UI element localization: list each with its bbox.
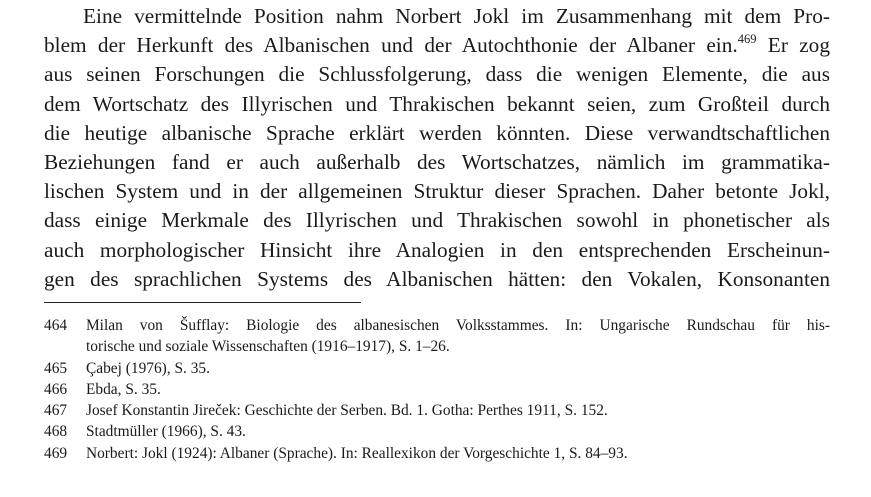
body-line: dass einige Merkmale des Illyrischen und Thrakischen sowohl in phonetischer als [44,208,830,233]
footnote-item [44,443,830,464]
body-line: aus seinen Forschungen die Schlussfolgerung, dass die wenigen Elemente, die aus [44,62,830,87]
body-line: Eine vermittelnde Position nahm Norbert Jokl im Zusammenhang mit dem Pro- [83,4,830,28]
body-line: lischen System und in der allgemeinen Struktur dieser Sprachen. Daher betonte Jokl, [44,179,830,204]
footnote-number: 469 [44,444,68,462]
footnote-item [44,379,830,400]
footnote-item [44,400,830,421]
footnote-line: Milan von Šufflay: Biologie des albanesischen Volksstammes. In: Ungarische Rundschau für his- [86,317,830,334]
footnote-item [44,315,830,358]
footnote-number: 464 [44,317,68,334]
footnote-text [86,421,830,442]
body-text-block [44,0,830,294]
body-paragraph [44,0,830,294]
body-line-text: blem der Herkunft des Albanischen und der Autochthonie der Albaner ein. [44,33,738,58]
body-line: Beziehungen fand er auch außerhalb des Wortschatzes, nämlich im grammatika- [44,149,830,174]
body-line: dem Wortschatz des Illyrischen und Thrakischen bekannt seien, zum Großteil durch [44,91,830,116]
footnote-text [86,400,830,421]
footnote-line: Norbert: Jokl (1924): Albaner (Sprache). In: Reallexikon der Vorgeschichte 1, S. 84–93. [86,444,628,462]
footnote-line: Ebda, S. 35. [86,380,161,398]
footnote-line: Josef Konstantin Jireček: Geschichte der Serben. Bd. 1. Gotha: Perthes 1911, S. 152. [86,402,608,420]
footnote-line: Stadtmüller (1966), S. 43. [86,423,246,441]
footnote-number: 467 [44,402,68,420]
footnote-number: 466 [44,380,68,398]
body-line-tail: Er zog [756,33,830,58]
body-line: gen des sprachlichen Systems des Albanischen hätten: den Vokalen, Konsonanten [44,266,830,291]
footnote-text [86,358,830,379]
footnote-number: 465 [44,359,68,377]
footnote-text [86,315,830,358]
footnote-reference[interactable]: 469 [737,32,757,47]
footnote-line: Çabej (1976), S. 35. [86,359,210,377]
footnote-text [86,379,830,400]
body-line: die heutige albanische Sprache erklärt werden könnten. Diese verwandtschaftlichen [44,120,830,145]
footnote-text [86,443,830,464]
footnote-list [44,315,830,464]
footnote-item [44,358,830,379]
footnote-separator [44,302,361,303]
body-line: auch morphologischer Hinsicht ihre Analogien in den entsprechenden Erscheinun- [44,237,830,262]
body-line-with-footnote-ref [44,31,830,60]
footnote-number: 468 [44,423,68,441]
footnote-line: torische und soziale Wissenschaften (1916–1917), S. 1–26. [86,338,450,356]
footnote-item [44,421,830,442]
